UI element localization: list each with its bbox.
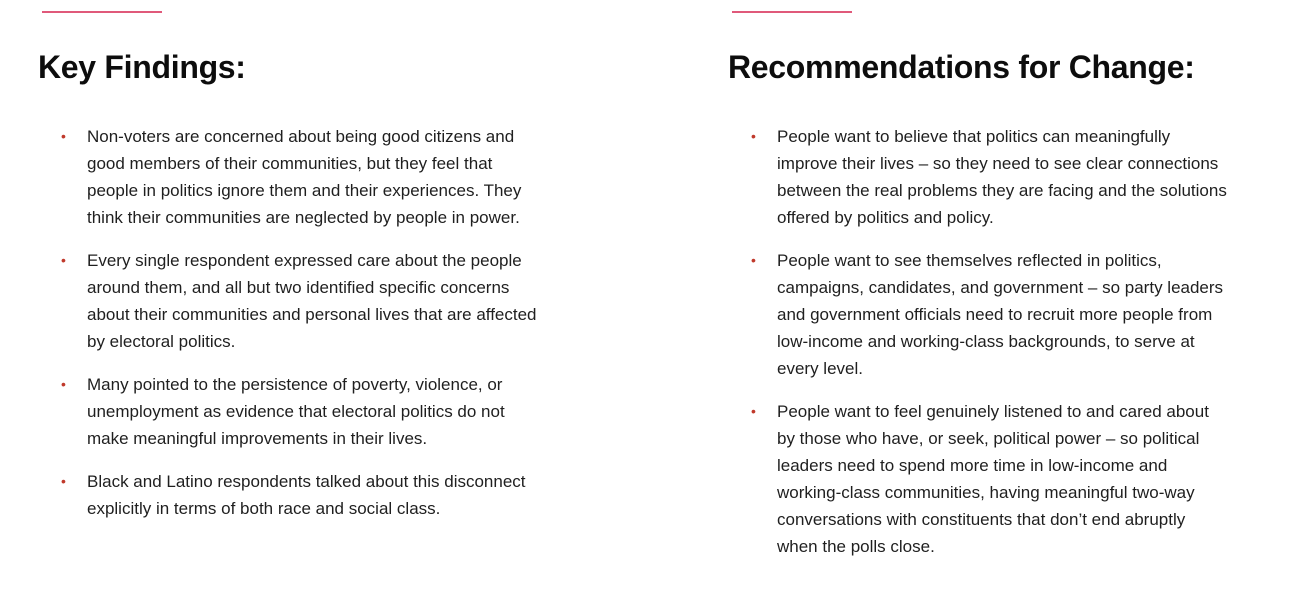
bullet-icon: • xyxy=(751,403,756,419)
bullet-icon: • xyxy=(61,252,66,268)
bullet-icon: • xyxy=(751,128,756,144)
recommendation-text: People want to feel genuinely listened to and cared about by those who have, or seek, political power – so political leaders need to spend more time in low-income and working-class communities, having meaningful two-way conversations with constituents that don’t end abruptly when the polls close. xyxy=(777,402,1209,556)
finding-text: Black and Latino respondents talked about this disconnect explicitly in terms of both race and social class. xyxy=(87,472,526,518)
accent-divider xyxy=(732,11,852,13)
finding-text: Non-voters are concerned about being good citizens and good members of their communities, but they feel that people in politics ignore them and their experiences. They think their communities are neglected by people in power. xyxy=(87,127,522,227)
finding-text: Many pointed to the persistence of poverty, violence, or unemployment as evidence that electoral politics do not make meaningful improvements in their lives. xyxy=(87,375,505,448)
recommendations-heading: Recommendations for Change: xyxy=(728,49,1195,85)
bullet-icon: • xyxy=(61,376,66,392)
finding-text: Every single respondent expressed care about the people around them, and all but two identified specific concerns about their communities and personal lives that are affected by electoral politics. xyxy=(87,251,537,351)
list-item xyxy=(728,123,1228,231)
list-item xyxy=(38,371,538,452)
list-item xyxy=(38,123,538,231)
bullet-icon: • xyxy=(61,473,66,489)
recommendations-list xyxy=(728,123,1228,576)
list-item xyxy=(38,468,538,522)
recommendation-text: People want to believe that politics can meaningfully improve their lives – so they need to see clear connections between the real problems they are facing and the solutions offered by politics and policy. xyxy=(777,127,1227,227)
accent-divider xyxy=(42,11,162,13)
recommendation-text: People want to see themselves reflected in politics, campaigns, candidates, and government – so party leaders and government officials need to recruit more people from low-income and working-class backgrounds, to serve at every level. xyxy=(777,251,1224,378)
key-findings-heading: Key Findings: xyxy=(38,49,246,85)
bullet-icon: • xyxy=(61,128,66,144)
key-findings-list xyxy=(38,123,538,538)
list-item xyxy=(728,247,1228,382)
list-item xyxy=(728,398,1228,560)
bullet-icon: • xyxy=(751,252,756,268)
list-item xyxy=(38,247,538,355)
